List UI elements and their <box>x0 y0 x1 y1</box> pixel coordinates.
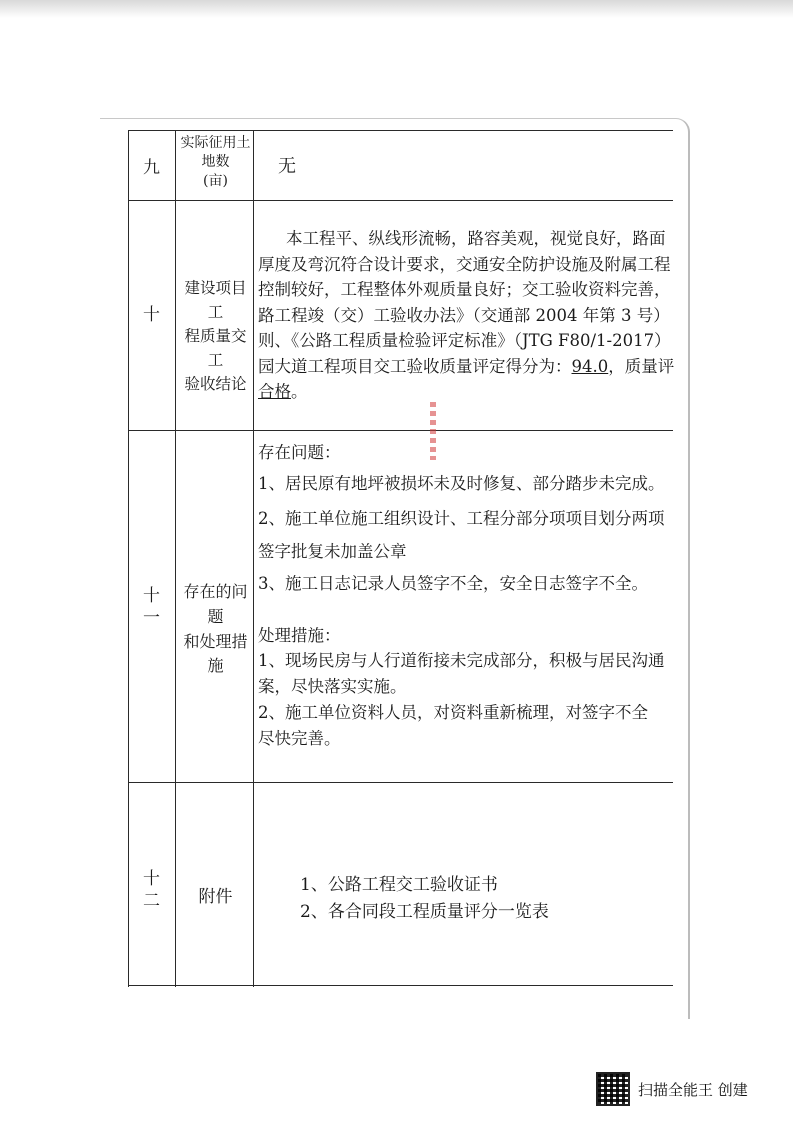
conclusion-line: 控制较好，工程整体外观质量良好；交工验收资料完善， <box>258 280 671 299</box>
conclusion-line: 则、《公路工程质量检验评定标准》（JTG F80/1-2017） <box>258 331 671 350</box>
conclusion-grade-line <box>258 379 678 405</box>
problem-item: 3、施工日志记录人员签字不全，安全日志签字不全。 <box>258 574 648 593</box>
table-divider-1 <box>175 130 176 987</box>
qr-code-icon <box>596 1072 630 1106</box>
table-border-left <box>128 130 129 987</box>
row-10-label-line: 程质量交工 <box>184 327 247 370</box>
row-divider-9-10 <box>128 200 673 201</box>
row-9-label <box>177 134 254 191</box>
row-divider-10-11 <box>128 430 673 431</box>
problem-item: 2、施工单位施工组织设计、工程分部分项项目划分两项 <box>258 509 665 528</box>
measure-item: 1、现场民房与人行道衔接未完成部分，积极与居民沟通 <box>258 651 665 670</box>
scan-shadow <box>0 0 793 18</box>
row-11-label <box>177 580 254 679</box>
row-12-label: 附件 <box>198 887 233 907</box>
row-12-number-line: 十 <box>143 869 160 889</box>
problems-title: 存在问题： <box>258 443 341 462</box>
table-border-bottom <box>128 985 673 986</box>
row-12-number <box>128 868 175 912</box>
row-11-label-line: 存在的问题 <box>183 582 248 626</box>
problem-item: 签字批复未加盖公章 <box>258 542 407 561</box>
row-11-number-line: 十 <box>143 586 160 606</box>
row-9-label-line: (亩) <box>203 172 228 189</box>
table-border-top <box>128 130 673 131</box>
watermark-text: 扫描全能王 创建 <box>638 1080 748 1099</box>
attachment-item: 1、公路工程交工验收证书 <box>300 875 498 895</box>
row-10-number: 十 <box>143 305 160 325</box>
conclusion-end: 。 <box>291 382 308 401</box>
quality-grade: 合格 <box>258 382 291 401</box>
row-9-label-line: 地数 <box>201 153 230 170</box>
row-10-label-line: 验收结论 <box>184 375 247 394</box>
row-11-number-line: 一 <box>143 608 160 629</box>
row-12-number-line: 二 <box>143 891 160 912</box>
row-11-number <box>128 585 175 629</box>
table-divider-2 <box>253 130 254 987</box>
measure-item: 2、施工单位资料人员，对资料重新梳理，对签字不全 <box>258 703 648 722</box>
row-11-content <box>258 440 678 752</box>
row-9-content: 无 <box>278 156 296 177</box>
measure-item: 尽快完善。 <box>258 729 341 748</box>
row-9-label-line: 实际征用土 <box>180 135 251 151</box>
conclusion-score-prefix: 园大道工程项目交工验收质量评定得分为： <box>258 356 572 376</box>
measures-title: 处理措施： <box>258 626 341 645</box>
conclusion-line: 本工程平、纵线形流畅，路容美观，视觉良好，路面 <box>286 229 666 248</box>
conclusion-line: 厚度及弯沉符合设计要求，交通安全防护设施及附属工程 <box>258 254 671 274</box>
row-10-label <box>177 276 254 396</box>
scanner-watermark <box>596 1070 748 1108</box>
row-12-content <box>300 872 720 926</box>
row-9-number: 九 <box>143 158 160 178</box>
conclusion-score-suffix: ，质量评 <box>608 356 675 376</box>
conclusion-line: 路工程竣（交）工验收办法》（交通部 2004 年第 3 号） <box>258 305 670 325</box>
row-10-label-line: 建设项目工 <box>184 279 247 322</box>
row-divider-11-12 <box>128 782 673 783</box>
conclusion-score-line <box>258 354 678 380</box>
quality-score: 94.0 <box>571 356 609 376</box>
row-11-label-line: 和处理措施 <box>183 631 248 676</box>
measure-item: 案，尽快落实实施。 <box>258 677 407 696</box>
problem-item: 1、居民原有地坪被损坏未及时修复、部分踏步未完成。 <box>258 474 665 493</box>
attachment-item: 2、各合同段工程质量评分一览表 <box>300 902 549 922</box>
row-10-content <box>258 226 678 405</box>
